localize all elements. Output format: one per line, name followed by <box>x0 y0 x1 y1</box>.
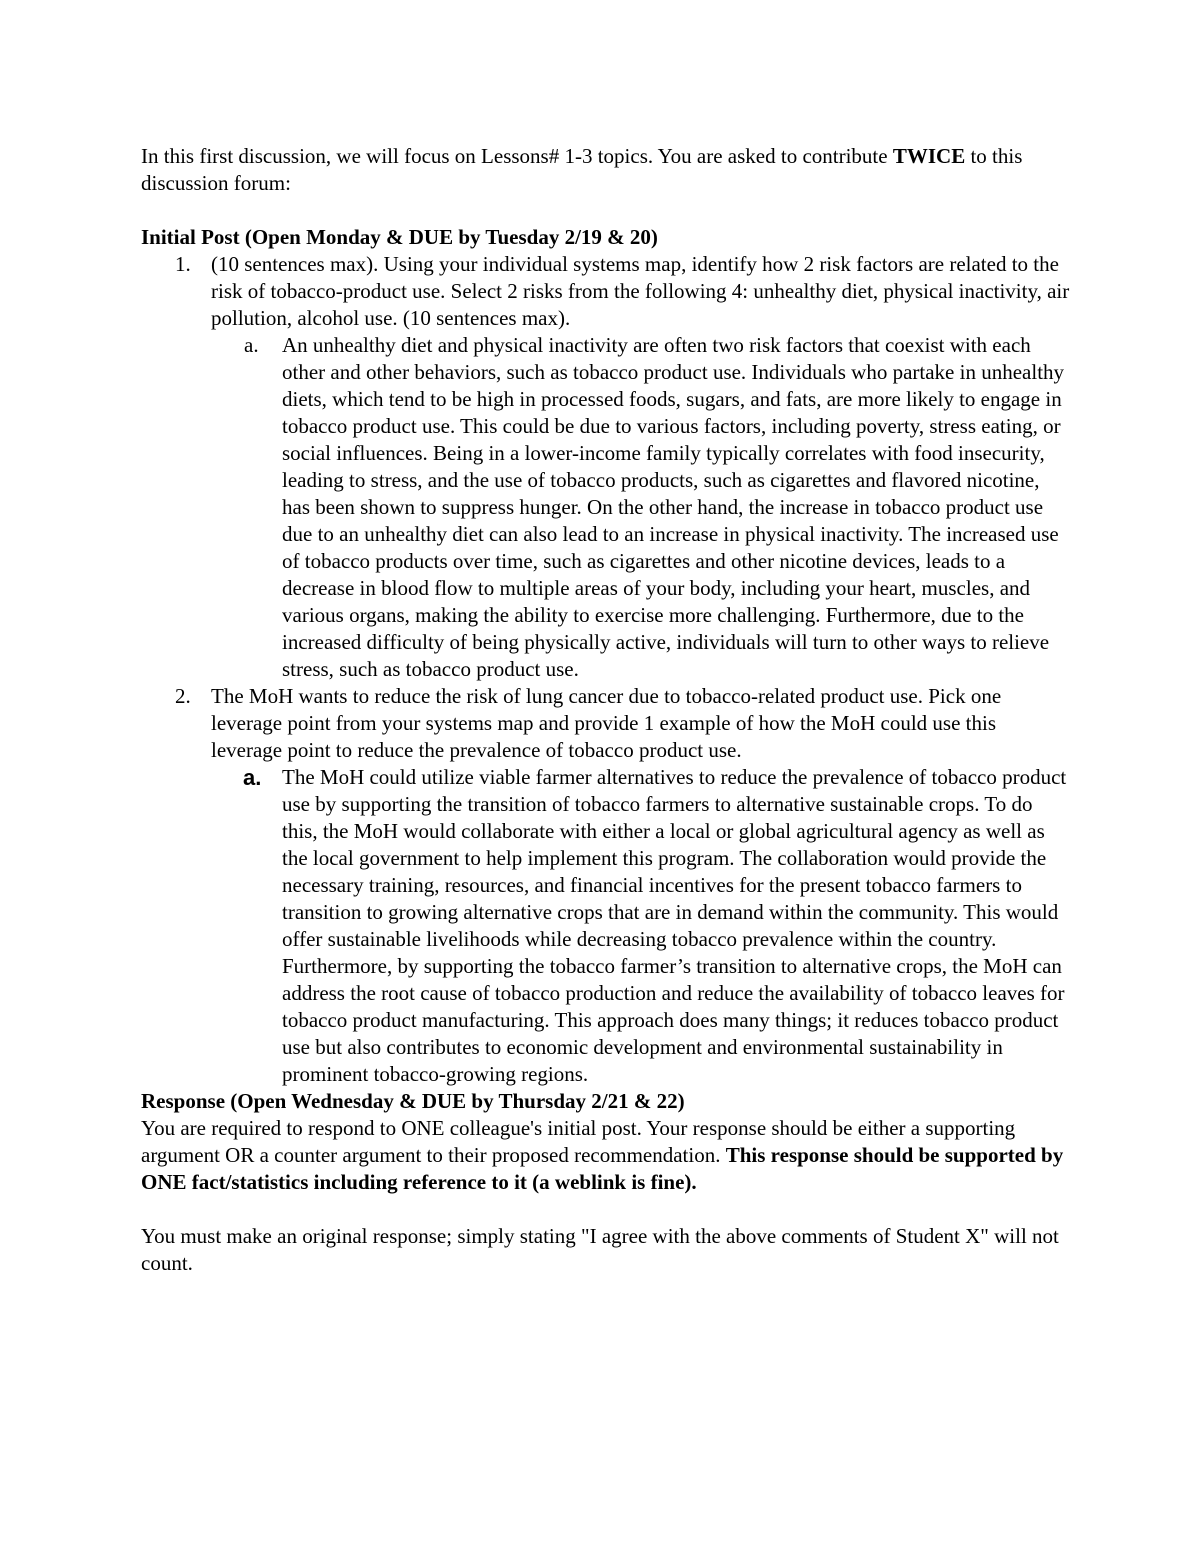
answer-marker: a. <box>243 765 262 790</box>
initial-post-heading: Initial Post (Open Monday & DUE by Tuesday 2/19 & 20) <box>141 225 658 249</box>
answer-text-1: An unhealthy diet and physical inactivity are often two risk factors that coexist with each other and other behaviors, such as tobacco product use. Individuals who partake in unhealthy diets, which tend to be high in processed foods, sugars, and fats, are more likely to engage in tobacco product use. This could be due to various factors, including poverty, stress eating, or social influences. Being in a lower-income family typically correlates with food insecurity, leading to stress, and the use of tobacco products, such as cigarettes and flavored nicotine, has been shown to suppress hunger. On the other hand, the increase in tobacco product use due to an unhealthy diet can also lead to an increase in physical inactivity. The increased use of tobacco products over time, such as cigarettes and other nicotine devices, leads to a decrease in blood flow to multiple areas of your body, including your heart, muscles, and various organs, making the ability to exercise more challenging. Furthermore, due to the increased difficulty of being physically active, individuals will turn to other ways to relieve stress, such as tobacco product use. <box>282 333 1065 681</box>
response-emphasis: This response should be supported by ONE fact/statistics including reference to it (a weblink is fine). <box>141 1143 1064 1194</box>
document-page <box>141 143 1071 1277</box>
list-item-1 <box>141 251 1071 683</box>
answer-marker: a. <box>244 333 259 357</box>
intro-text-before: In this first discussion, we will focus on Lessons# 1-3 topics. You are asked to contribute <box>141 144 893 168</box>
answer-1 <box>211 332 1071 683</box>
spacer <box>141 1196 1071 1223</box>
response-note: You must make an original response; simply stating "I agree with the above comments of Student X" will not count. <box>141 1224 1059 1275</box>
initial-post-list <box>141 251 1071 1088</box>
list-item-number: 1. <box>175 252 191 276</box>
response-paragraph <box>141 1115 1071 1196</box>
question-prompt-2: The MoH wants to reduce the risk of lung cancer due to tobacco-related product use. Pick one leverage point from your systems map and provide 1 example of how the MoH could use this leverage point to reduce the prevalence of tobacco product use. <box>211 684 1002 762</box>
intro-paragraph <box>141 143 1071 197</box>
intro-text-after: to this discussion forum: <box>141 144 1023 195</box>
intro-emphasis: TWICE <box>892 144 966 168</box>
answer-text-2: The MoH could utilize viable farmer alternatives to reduce the prevalence of tobacco product use by supporting the transition of tobacco farmers to alternative sustainable crops. To do this, the MoH would collaborate with either a local or global agricultural agency as well as the local government to help implement this program. The collaboration would provide the necessary training, resources, and financial incentives for the present tobacco farmers to transition to growing alternative crops that are in demand within the community. This would offer sustainable livelihoods while decreasing tobacco prevalence within the country. Furthermore, by supporting the tobacco farmer’s transition to alternative crops, the MoH can address the root cause of tobacco production and reduce the availability of tobacco leaves for tobacco product manufacturing. This approach does many things; it reduces tobacco product use but also contributes to economic development and environmental sustainability in prominent tobacco-growing regions. <box>282 765 1067 1086</box>
response-heading: Response (Open Wednesday & DUE by Thursday 2/21 & 22) <box>141 1089 685 1113</box>
answer-2 <box>211 764 1071 1088</box>
list-item-2 <box>141 683 1071 1088</box>
response-text: You are required to respond to ONE colleague's initial post. Your response should be either a supporting argument OR a counter argument to their proposed recommendation. <box>141 1116 1016 1167</box>
list-item-number: 2. <box>175 684 191 708</box>
question-prompt-1: (10 sentences max). Using your individual systems map, identify how 2 risk factors are related to the risk of tobacco-product use. Select 2 risks from the following 4: unhealthy diet, physical inactivity, air pollution, alcohol use. (10 sentences max). <box>211 252 1070 330</box>
spacer <box>141 197 1071 224</box>
